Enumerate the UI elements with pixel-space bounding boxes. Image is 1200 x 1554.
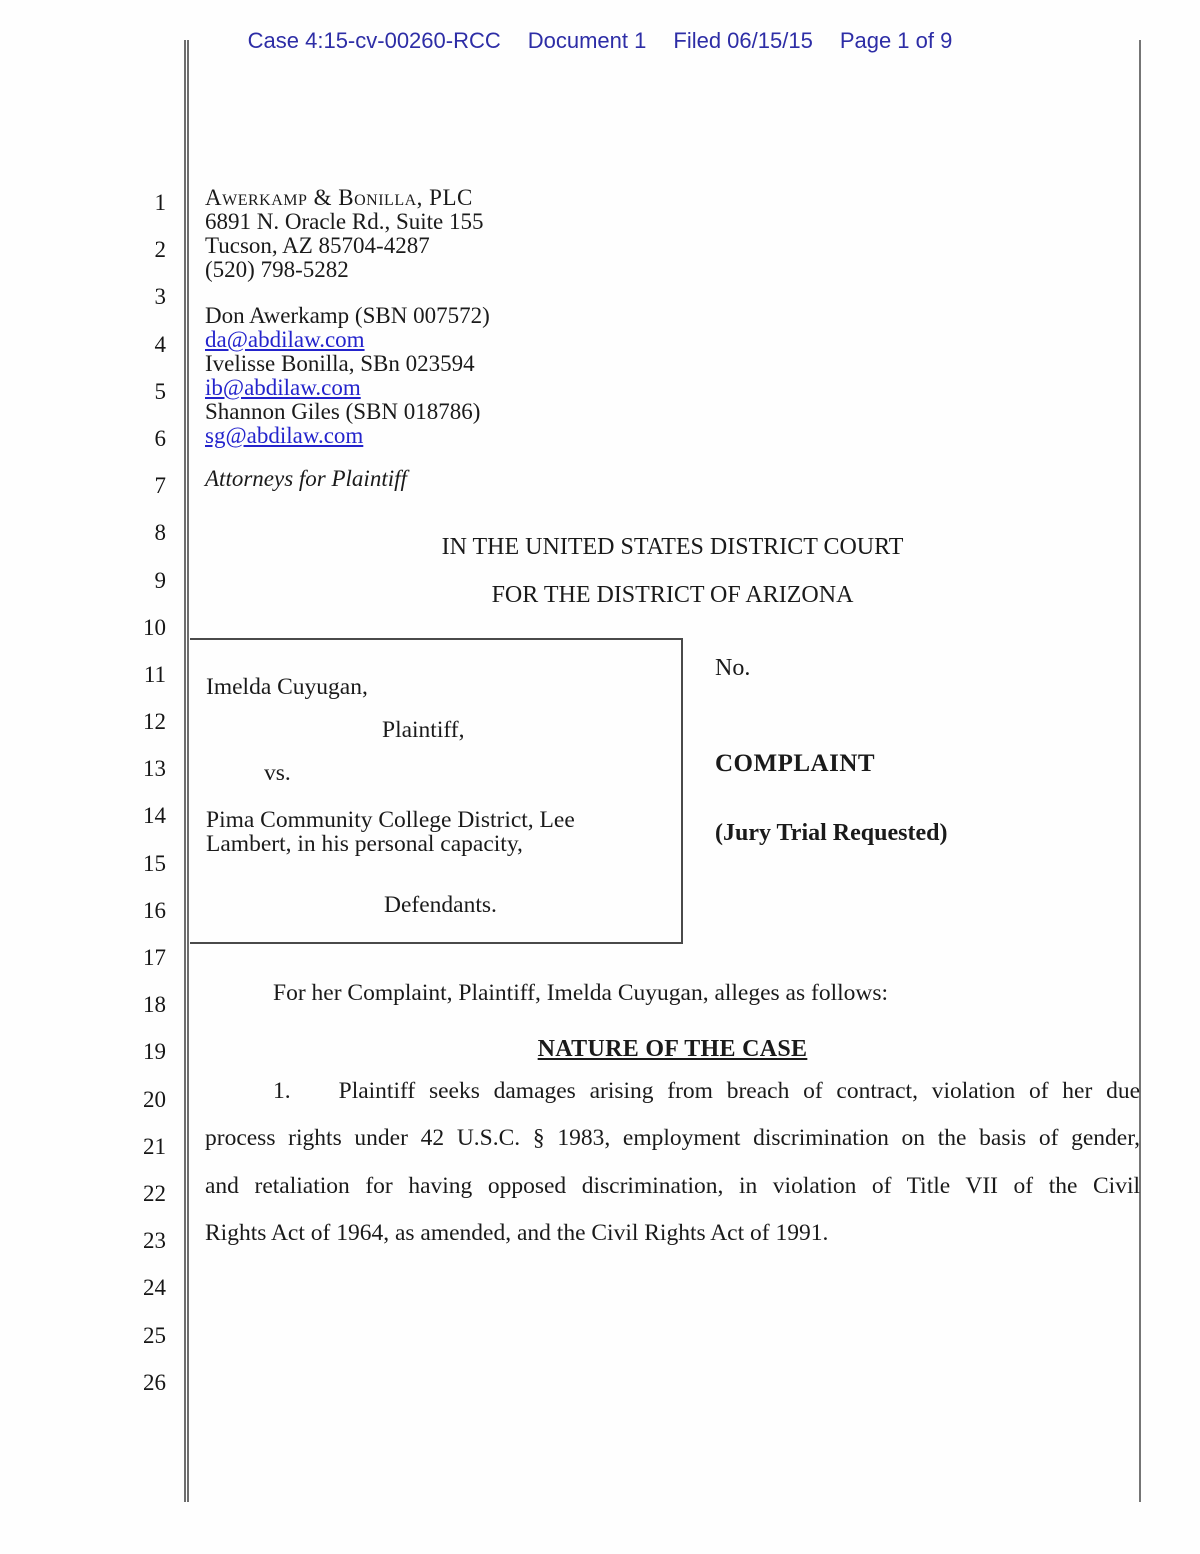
attorney-name: Shannon Giles (SBN 018786) <box>205 399 481 424</box>
line-number: 4 <box>154 331 166 357</box>
complaint-intro: For her Complaint, Plaintiff, Imelda Cuyugan, alleges as follows: <box>273 980 889 1006</box>
case-number-stamp: Case 4:15-cv-00260-RCC <box>247 28 501 53</box>
case-caption-box <box>190 638 683 944</box>
paragraph-1-line1 <box>205 1068 1140 1115</box>
attorneys-block <box>205 304 490 448</box>
attorney-email-link[interactable]: da@abdilaw.com <box>205 327 365 352</box>
attorney-name: Don Awerkamp (SBN 007572) <box>205 303 490 328</box>
paragraph-1-line3: and retaliation for having opposed discrimination, in violation of Title VII of the Civil <box>205 1172 1140 1199</box>
line-number: 23 <box>143 1228 166 1254</box>
complaint-title: COMPLAINT <box>715 750 876 777</box>
line-number: 17 <box>143 945 166 970</box>
attorney-email-link[interactable]: ib@abdilaw.com <box>205 375 361 400</box>
line-number: 15 <box>143 850 166 876</box>
page-count-stamp: Page 1 of 9 <box>839 28 953 53</box>
line-number: 11 <box>143 661 166 687</box>
court-title-line2: FOR THE DISTRICT OF ARIZONA <box>491 582 854 608</box>
paragraph-number: 1. <box>273 1078 291 1104</box>
jury-trial-note: (Jury Trial Requested) <box>715 820 948 846</box>
paragraph-1 <box>205 1068 1140 1258</box>
defendants-label: Defendants. <box>384 892 497 918</box>
line-number: 24 <box>143 1275 166 1301</box>
line-number: 16 <box>143 897 166 923</box>
line-number: 8 <box>154 520 166 546</box>
attorneys-for-note: Attorneys for Plaintiff <box>205 466 407 491</box>
defendant-names <box>206 808 646 856</box>
law-firm-block <box>205 186 484 282</box>
attorney-email-link[interactable]: sg@abdilaw.com <box>205 423 364 448</box>
line-number: 25 <box>143 1322 166 1348</box>
line-number: 3 <box>154 284 166 310</box>
line-number: 21 <box>143 1133 166 1159</box>
plaintiff-label: Plaintiff, <box>382 717 465 743</box>
line-number-column <box>0 179 166 1406</box>
line-number: 22 <box>143 1180 166 1206</box>
firm-phone: (520) 798-5282 <box>205 257 349 282</box>
line-number: 20 <box>143 1086 166 1112</box>
line-number: 5 <box>154 378 166 404</box>
law-firm-name: Awerkamp & Bonilla, PLC <box>205 185 473 210</box>
firm-address-line1: 6891 N. Oracle Rd., Suite 155 <box>205 209 484 234</box>
defendant-line1: Pima Community College District, Lee <box>206 807 575 833</box>
line-number: 6 <box>154 425 166 451</box>
versus-label: vs. <box>264 760 291 786</box>
line-number: 13 <box>143 756 166 782</box>
line-number: 2 <box>154 237 166 263</box>
left-double-rule <box>184 40 189 1502</box>
line-number: 19 <box>143 1039 166 1065</box>
filed-date-stamp: Filed 06/15/15 <box>673 28 813 53</box>
firm-address-line2: Tucson, AZ 85704-4287 <box>205 233 430 258</box>
line-number: 18 <box>143 992 166 1018</box>
section-heading-nature-of-the-case: NATURE OF THE CASE <box>537 1036 808 1062</box>
plaintiff-name: Imelda Cuyugan, <box>206 674 368 700</box>
line-number: 10 <box>143 614 166 640</box>
line-number: 9 <box>154 567 166 593</box>
line-number: 26 <box>143 1369 166 1395</box>
paragraph-1-line2: process rights under 42 U.S.C. § 1983, employment discrimination on the basis of gender, <box>205 1125 1140 1152</box>
line-number: 14 <box>143 803 166 829</box>
defendant-line2: Lambert, in his personal capacity, <box>206 831 523 857</box>
line-number: 12 <box>143 709 166 735</box>
court-title-line1: IN THE UNITED STATES DISTRICT COURT <box>441 534 904 560</box>
attorney-name: Ivelisse Bonilla, SBn 023594 <box>205 351 475 376</box>
document-number-stamp: Document 1 <box>527 28 647 53</box>
paragraph-1-line1-text: Plaintiff seeks damages arising from breach of contract, violation of her due <box>338 1078 1140 1104</box>
case-number-label: No. <box>715 655 751 681</box>
paragraph-1-line4: Rights Act of 1964, as amended, and the Civil Rights Act of 1991. <box>205 1220 829 1247</box>
line-number: 1 <box>154 190 166 215</box>
line-number: 7 <box>154 473 166 499</box>
